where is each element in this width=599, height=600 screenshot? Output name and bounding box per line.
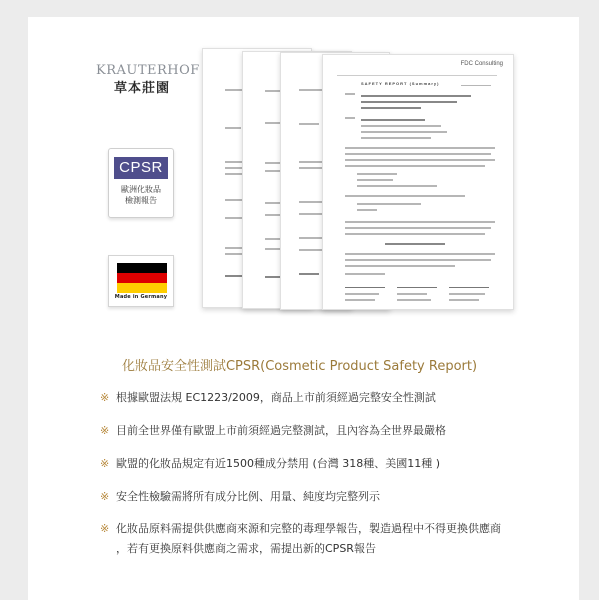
certificate-title: SAFETY REPORT (Summary) [361,81,440,86]
reference-mark-icon: ※ [100,522,110,535]
made-in-germany-caption: Made in Germany [114,294,168,300]
list-item-text: 根據歐盟法規 EC1223/2009，商品上市前須經過完整安全性測試 [116,391,436,404]
brand-name: KRAUTERHOF [96,63,200,78]
list-item-text: 目前全世界僅有歐盟上市前須經過完整測試，且內容為全世界最嚴格 [116,424,446,437]
certificate-stack [198,48,528,310]
list-item [100,519,560,559]
list-item-text: 歐盟的化妝品規定有近1500種成分禁用 (台灣 318種、美國11種 ) [116,457,441,470]
certificate-header: FDC Consulting [460,61,503,67]
made-in-germany-badge [108,255,174,307]
reference-mark-icon: ※ [100,391,110,404]
list-item [100,487,560,507]
cpsr-caption-line1: 歐洲化妝品 [121,185,161,194]
reference-mark-icon: ※ [100,424,110,437]
reference-mark-icon: ※ [100,490,110,503]
german-flag-icon [117,263,167,293]
cpsr-label: CPSR [114,157,168,179]
list-item-text-continued: ，若有更換原料供應商之需求，需提出新的CPSR報告 [116,542,376,555]
section-heading: 化妝品安全性測試CPSR(Cosmetic Product Safety Report) [121,359,478,374]
certificate-front-sheet [322,54,514,310]
list-item [100,388,560,408]
list-item-text: 化妝品原料需提供供應商來源和完整的毒理學報告，製造過程中不得更換供應商 [116,522,501,535]
cpsr-caption-line2: 檢測報告 [125,196,157,205]
reference-mark-icon: ※ [100,457,110,470]
list-item-text: 安全性檢驗需將所有成分比例、用量、純度均完整列示 [116,490,380,503]
brand-name-cn: 草本莊園 [113,81,170,96]
list-item [100,454,560,474]
list-item [100,421,560,441]
brand-logo [96,63,200,96]
cpsr-badge [108,148,174,218]
